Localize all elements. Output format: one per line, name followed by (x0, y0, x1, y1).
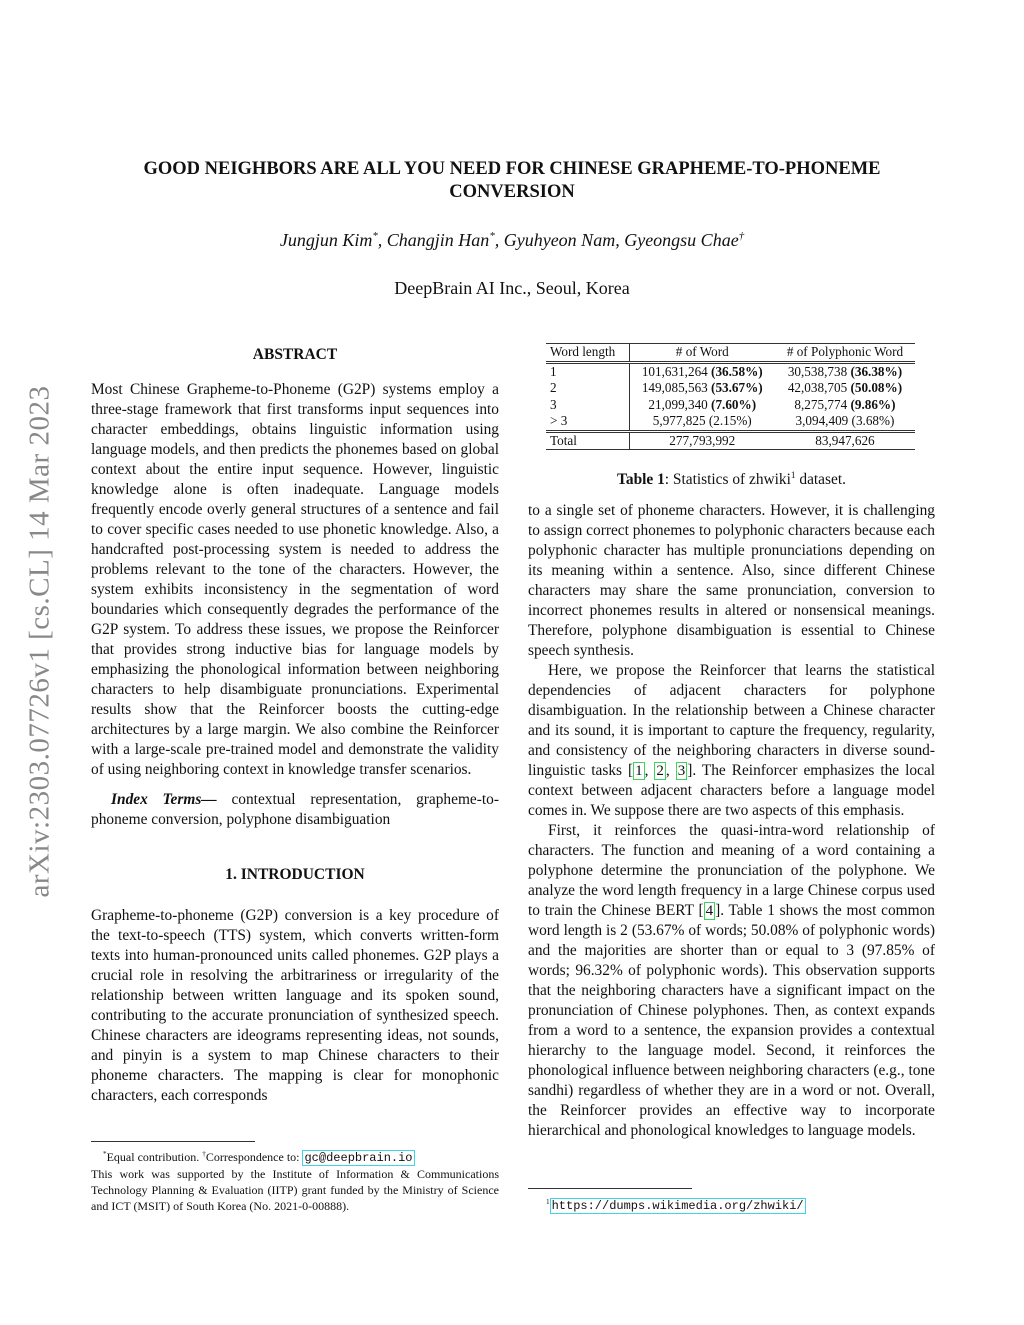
stats-table (546, 343, 915, 450)
sep: , (615, 230, 625, 250)
authors (60, 230, 964, 251)
count: 3,094,409 (795, 413, 849, 428)
author-mark: † (738, 230, 745, 242)
percent: (3.68%) (851, 413, 895, 428)
affiliation: DeepBrain AI Inc., Seoul, Korea (394, 278, 630, 298)
footnote-rule (91, 1141, 255, 1142)
email-link[interactable]: gc@deepbrain.io (304, 1151, 413, 1165)
text: Here, we propose the Reinforcer that learns the statistical dependencies of adjacent characters for polyphone disambiguation. In the relationship between a Chinese character and its sound, it is important to capture the frequency, regularity, and consistency of the neighboring characters in diverse sound-linguistic tasks [ (528, 662, 935, 779)
cell (629, 380, 775, 397)
count: 5,977,825 (652, 413, 706, 428)
table-row (546, 413, 915, 431)
table-row (546, 397, 915, 414)
table-total-row (546, 431, 915, 450)
cell (775, 380, 915, 397)
footnote-right (546, 1194, 806, 1214)
index-terms-text: contextual representation, grapheme-to-phoneme conversion, polyphone disambiguation (91, 791, 499, 828)
cell: 3 (546, 397, 629, 414)
caption-label: Table 1 (617, 471, 665, 489)
index-terms (91, 790, 499, 830)
text: ]. Table 1 shows the most common word length is 2 (53.67% of words; 50.08% of polyphonic words) and the majorities are shorter than or equal to 3 (97.85% of words; 96.32% of polyphonic words). This observation supports that the neighboring characters have a significant impact on the pronunciation of Chinese polyphones. Then, as context expands from a word to a sentence, the expansion provides a contextual hierarchy to the language model. Second, it reinforces the phonological influence between neighboring characters (e.g., tone sandhi) regardless of whether they are in a word or not. Overall, the Reinforcer provides an effective way to incorporate hierarchical and phonological knowledges to language models. (528, 902, 936, 1139)
table-row (546, 362, 915, 380)
sep: , (377, 230, 387, 250)
footnote-rule (528, 1188, 692, 1189)
count: 149,085,563 (641, 380, 708, 395)
footnote-text: Equal contribution. (106, 1150, 203, 1164)
left-column (91, 345, 499, 1106)
count: 30,538,738 (787, 363, 848, 379)
intro-paragraph: Grapheme-to-phoneme (G2P) conversion is a key procedure of the text-to-speech (TTS) system, which converts written-form texts into human-pronounced units called phonemes. G2P plays a crucial role in resolving the arbitrariness or irregularity of the relationship between written language and its spoken sound, contributing to the accurate pronunciation of synthesized speech. Chinese characters are ideograms representing ideas, not sounds, and pinyin is a system to map Chinese characters to their phoneme characters. The mapping is clear for monophonic characters, each corresponds (91, 907, 499, 1104)
paragraph (528, 821, 935, 1141)
author: Jungjun Kim (279, 230, 373, 250)
percent: (53.67%) (711, 380, 763, 395)
text: First, it reinforces the quasi-intra-word relationship of characters. The function and meaning of a word containing a polyphone determine the pronunciation of the polyphone. We analyze the word length frequency in a large Chinese corpus used to train the Chinese BERT [ (528, 822, 935, 919)
percent: (7.60%) (711, 396, 757, 412)
footnote-text: Correspondence to: (205, 1150, 303, 1164)
author-mark: * (372, 230, 378, 242)
cell: 277,793,992 (669, 432, 736, 448)
count: 8,275,774 (794, 396, 848, 412)
table-caption (528, 470, 935, 489)
cell: 1 (546, 362, 629, 380)
paper-title (60, 158, 964, 204)
cell: 2 (546, 380, 629, 397)
footnote-left: *Equal contribution. †Correspondence to: gc@deepbrain.io This work was supported by the Institute of Information & Communications Technology Planning & Evaluation (IITP) grant funded by the Ministry of Science and ICT (MSIT) of South Korea (No. 2021-0-00888). (91, 1150, 499, 1213)
percent: (2.15%) (708, 413, 752, 428)
cell (629, 397, 775, 414)
count: 42,038,705 (787, 380, 848, 395)
cell (775, 413, 915, 431)
citation-link[interactable]: 4 (705, 903, 714, 919)
table-header (546, 344, 915, 363)
footnote-mark: 1 (790, 470, 796, 480)
cell (775, 362, 915, 380)
percent: (9.86%) (850, 396, 896, 412)
funding-note: This work was supported by the Institute of Information & Communications Technology Planning & Evaluation (IITP) grant funded by the Ministry of Science and ICT (MSIT) of South Korea (No. 2021-0-00888). (91, 1167, 499, 1213)
cell: 83,947,626 (815, 432, 875, 448)
count: 21,099,340 (648, 396, 708, 412)
abstract-text: Most Chinese Grapheme-to-Phoneme (G2P) systems employ a three-stage framework that first transforms input sequences into character embeddings, obtains linguistic information using language models, and then predicts the phonemes based on global context about the entire input sequence. However, linguistic knowledge alone is often inadequate. Language models frequently encode overly general structures of a sentence and fail to cover specific cases needed to use phonetic knowledge. Also, a handcrafted post-processing system is needed to address the problems relevant to the tone of the characters. However, the system exhibits inconsistency in the segmentation of word boundaries which consequently degrades the performance of the G2P system. To address these issues, we propose the Reinforcer that provides strong inductive bias for language models by emphasizing the phonological information between neighboring characters to help disambiguate pronunciations. Experimental results show that the Reinforcer boosts the cutting-edge architectures by a large margin. We also combine the Reinforcer with a large-scale pre-trained model and demonstrate the validity of using neighboring context in knowledge transfer scenarios. (91, 381, 499, 778)
index-terms-label: Index Terms— (111, 791, 217, 808)
paragraph: Here, we propose the Reinforcer that learns the statistical dependencies of adjacent characters for polyphone disambiguation. In the relationship between a Chinese character and its sound, it is important to capture the frequency, regularity, and consistency of the neighboring characters in diverse sound-linguistic tasks [ 1 , 2 , 3 ]. The Reinforcer emphasizes the local context between adjacent characters before a language model comes in. We suppose there are two aspects of this emphasis. (528, 662, 935, 819)
title-line: CONVERSION (449, 182, 575, 202)
citation-link[interactable]: 3 (677, 763, 686, 779)
cell (775, 397, 915, 414)
url-link[interactable]: https://dumps.wikimedia.org/zhwiki/ (551, 1199, 804, 1213)
right-column (528, 501, 935, 1141)
abstract-heading: ABSTRACT (252, 346, 338, 363)
citation-link[interactable]: 1 (635, 763, 643, 779)
paragraph: to a single set of phoneme characters. However, it is challenging to assign correct phonemes to polyphonic characters because each polyphonic character has multiple pronunciations depending on its meaning within a sentence. Also, since different Chinese characters may share the same pronunciation, conversion to incorrect phonemes results in altered or nonsensical meanings. Therefore, polyphone disambiguation is essential to Chinese speech synthesis. (528, 502, 935, 659)
col-header: Word length (546, 344, 629, 363)
cell: Total (546, 431, 629, 450)
caption-text: dataset. (795, 471, 846, 489)
arxiv-identifier: arXiv:2303.07726v1 [cs.CL] 14 Mar 2023 (23, 385, 56, 898)
title-line: GOOD NEIGHBORS ARE ALL YOU NEED FOR CHINESE GRAPHEME-TO-PHONEME (143, 159, 881, 179)
cell: > 3 (546, 413, 629, 431)
col-header: # of Polyphonic Word (786, 344, 904, 359)
col-header: # of Word (675, 344, 729, 359)
author-mark: * (489, 230, 495, 242)
author: Gyuhyeon Nam (503, 230, 616, 250)
percent: (50.08%) (850, 380, 903, 395)
percent: (36.38%) (850, 363, 903, 379)
table-row (546, 380, 915, 397)
footnote-mark: 1 (546, 1198, 550, 1206)
text: ]. The Reinforcer emphasizes the local context between adjacent characters before a language model comes in. We suppose there are two aspects of this emphasis. (528, 762, 935, 819)
count: 101,631,264 (641, 363, 708, 379)
intro-heading: 1. INTRODUCTION (225, 866, 365, 883)
citation-link[interactable]: 2 (656, 763, 664, 779)
sep: , (494, 230, 504, 250)
cell (629, 413, 775, 431)
author: Changjin Han (386, 230, 490, 250)
cell (629, 362, 775, 380)
caption-text: : Statistics of zhwiki (664, 471, 791, 489)
percent: (36.58%) (711, 363, 763, 379)
author: Gyeongsu Chae (624, 230, 739, 250)
